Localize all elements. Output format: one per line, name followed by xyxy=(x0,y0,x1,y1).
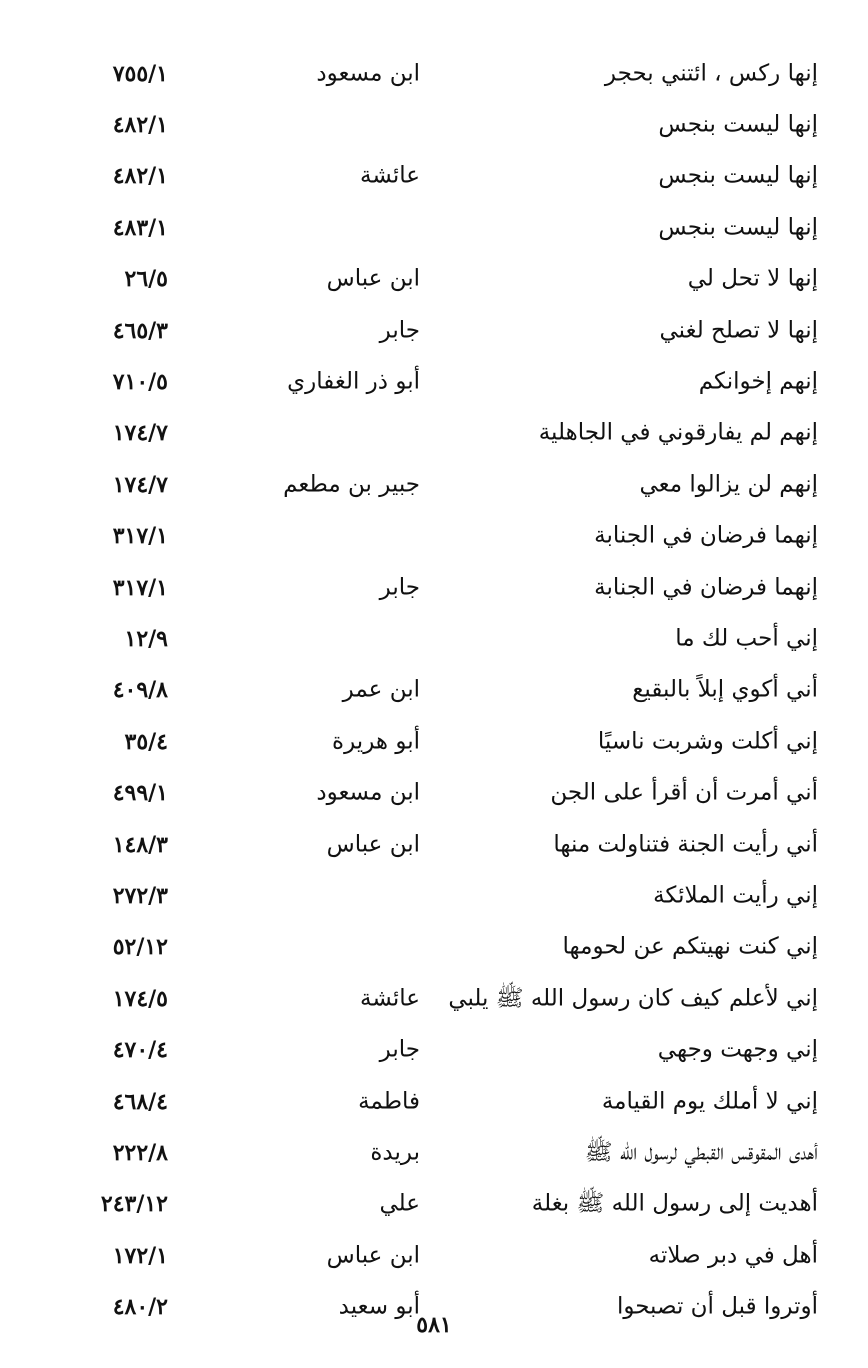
narrator-name: عائشة xyxy=(360,162,420,189)
volume-page-reference: ٤٨٢/١ xyxy=(112,163,168,190)
index-entry xyxy=(0,356,868,407)
hadith-text: إنها ليست بنجس xyxy=(658,214,818,241)
hadith-text: إني رأيت الملائكة xyxy=(653,882,818,909)
volume-page-reference: ١٤٨/٣ xyxy=(112,831,168,858)
index-entry xyxy=(0,562,868,613)
volume-page-reference: ٤٠٩/٨ xyxy=(112,677,168,704)
index-entry xyxy=(0,767,868,818)
hadith-text: إنهما فرضان في الجنابة xyxy=(594,522,818,549)
volume-page-reference: ٤٦٥/٣ xyxy=(112,317,168,344)
volume-page-reference: ٢٧٢/٣ xyxy=(112,882,168,909)
index-entry xyxy=(0,151,868,202)
volume-page-reference: ١٧٤/٧ xyxy=(112,471,168,498)
index-entry xyxy=(0,1024,868,1075)
volume-page-reference: ٣١٧/١ xyxy=(112,523,168,550)
volume-page-reference: ١٧٤/٥ xyxy=(112,985,168,1012)
narrator-name: جابر xyxy=(379,317,420,344)
hadith-text: أهدى المقوقس القبطي لرسول الله ﷺ xyxy=(584,1139,818,1166)
index-entry xyxy=(0,613,868,664)
narrator-name: علي xyxy=(379,1190,420,1217)
index-entry xyxy=(0,922,868,973)
volume-page-reference: ٥٢/١٢ xyxy=(112,934,168,961)
narrator-name: ابن عمر xyxy=(342,676,420,703)
volume-page-reference: ٢٤٣/١٢ xyxy=(100,1191,168,1218)
index-entry xyxy=(0,99,868,150)
narrator-name: جبير بن مطعم xyxy=(283,471,420,498)
hadith-index-list xyxy=(0,48,868,1333)
narrator-name: جابر xyxy=(379,574,420,601)
index-entry xyxy=(0,459,868,510)
volume-page-reference: ١٧٢/١ xyxy=(112,1242,168,1269)
index-entry xyxy=(0,408,868,459)
index-entry xyxy=(0,305,868,356)
hadith-text: إني أحب لك ما xyxy=(675,625,818,652)
narrator-name: أبو سعيد xyxy=(338,1293,420,1320)
index-entry xyxy=(0,665,868,716)
index-entry xyxy=(0,1230,868,1281)
volume-page-reference: ٢٢٢/٨ xyxy=(112,1139,168,1166)
hadith-text: إني كنت نهيتكم عن لحومها xyxy=(562,933,818,960)
hadith-text: أهل في دبر صلاته xyxy=(648,1242,818,1269)
volume-page-reference: ٣٥/٤ xyxy=(124,728,168,755)
narrator-name: ابن عباس xyxy=(326,265,420,292)
index-entry xyxy=(0,254,868,305)
hadith-text: أني أمرت أن أقرأ على الجن xyxy=(550,779,818,806)
narrator-name: ابن عباس xyxy=(326,831,420,858)
index-entry xyxy=(0,973,868,1024)
hadith-text: إنها لا تصلح لغني xyxy=(659,317,818,344)
hadith-text: أني رأيت الجنة فتناولت منها xyxy=(553,831,818,858)
index-entry xyxy=(0,819,868,870)
volume-page-reference: ٤٨٣/١ xyxy=(112,214,168,241)
hadith-text: إنهم إخوانكم xyxy=(698,368,818,395)
volume-page-reference: ٤٩٩/١ xyxy=(112,780,168,807)
volume-page-reference: ٤٧٠/٤ xyxy=(112,1037,168,1064)
hadith-text: أوتروا قبل أن تصبحوا xyxy=(616,1293,818,1320)
index-entry xyxy=(0,202,868,253)
page-number: ٥٨١ xyxy=(416,1312,452,1338)
hadith-text: إني وجهت وجهي xyxy=(657,1036,818,1063)
narrator-name: ابن عباس xyxy=(326,1242,420,1269)
volume-page-reference: ٣١٧/١ xyxy=(112,574,168,601)
volume-page-reference: ١٢/٩ xyxy=(124,625,168,652)
index-entry xyxy=(0,716,868,767)
narrator-name: أبو هريرة xyxy=(332,728,420,755)
index-entry xyxy=(0,870,868,921)
volume-page-reference: ٧٥٥/١ xyxy=(112,60,168,87)
index-entry xyxy=(0,48,868,99)
volume-page-reference: ٧١٠/٥ xyxy=(112,369,168,396)
narrator-name: بريدة xyxy=(370,1139,420,1166)
hadith-text: إنهم لم يفارقوني في الجاهلية xyxy=(538,419,818,446)
index-entry xyxy=(0,1076,868,1127)
narrator-name: جابر xyxy=(379,1036,420,1063)
volume-page-reference: ٢٦/٥ xyxy=(124,266,168,293)
narrator-name: ابن مسعود xyxy=(316,60,420,87)
narrator-name: عائشة xyxy=(360,985,420,1012)
hadith-text: أني أكوي إبلاً بالبقيع xyxy=(632,676,818,703)
narrator-name: ابن مسعود xyxy=(316,779,420,806)
hadith-text: إنهم لن يزالوا معي xyxy=(639,471,818,498)
hadith-text: أهديت إلى رسول الله ﷺ بغلة xyxy=(531,1190,818,1217)
index-entry xyxy=(0,1179,868,1230)
hadith-text: إنها ركس ، ائتني بحجر xyxy=(604,60,818,87)
index-entry xyxy=(0,511,868,562)
hadith-text: إني أكلت وشربت ناسيًا xyxy=(597,728,818,755)
hadith-text: إني لا أملك يوم القيامة xyxy=(601,1088,818,1114)
hadith-text: إنهما فرضان في الجنابة xyxy=(594,574,818,601)
index-entry xyxy=(0,1127,868,1178)
volume-page-reference: ٤٦٨/٤ xyxy=(112,1088,168,1115)
volume-page-reference: ٤٨٠/٢ xyxy=(112,1294,168,1321)
hadith-text: إني لأعلم كيف كان رسول الله ﷺ يلبي xyxy=(448,985,818,1012)
volume-page-reference: ١٧٤/٧ xyxy=(112,420,168,447)
hadith-text: إنها ليست بنجس xyxy=(658,111,818,138)
narrator-name: أبو ذر الغفاري xyxy=(287,368,420,395)
narrator-name: فاطمة xyxy=(358,1088,420,1114)
hadith-text: إنها ليست بنجس xyxy=(658,162,818,189)
hadith-text: إنها لا تحل لي xyxy=(687,265,818,292)
volume-page-reference: ٤٨٢/١ xyxy=(112,112,168,139)
